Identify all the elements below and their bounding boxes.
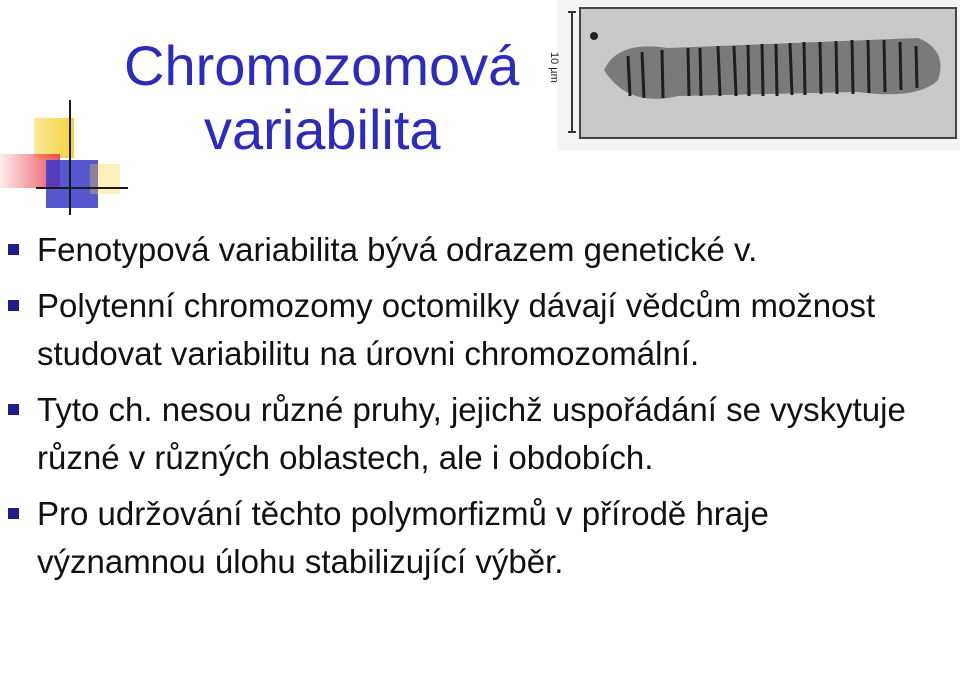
bullet-text-3: Tyto ch. nesou různé pruhy, jejichž uspořádání se vyskytuje různé v různých oblastech, ale i obdobích. <box>37 391 906 476</box>
title-line-2: variabilita <box>204 98 441 161</box>
bullet-text-4: Pro udržování těchto polymorfizmů v přírodě hraje významnou úlohu stabilizující výběr. <box>37 495 769 580</box>
bullet-item-1 <box>0 226 960 274</box>
bullet-text-2: Polytenní chromozomy octomilky dávají vědcům možnost studovat variabilitu na úrovni chromozomální. <box>37 287 876 372</box>
slide-title <box>124 34 544 162</box>
bullet-square-icon <box>8 300 19 311</box>
bullet-square-icon <box>8 244 19 255</box>
decorative-squares-graphic <box>0 100 130 220</box>
bullet-list <box>0 226 960 594</box>
bullet-square-icon <box>8 404 19 415</box>
bullet-square-icon <box>8 508 19 519</box>
bullet-item-2 <box>0 282 960 378</box>
bullet-item-4 <box>0 490 960 586</box>
bullet-item-3 <box>0 386 960 482</box>
bullet-text-1: Fenotypová variabilita bývá odrazem genetické v. <box>37 231 758 268</box>
title-line-1: Chromozomová <box>124 34 520 97</box>
chromosome-micrograph <box>558 0 960 150</box>
polytene-chromosome-image <box>558 0 960 150</box>
scale-bar-label: 10 µm <box>548 52 560 83</box>
